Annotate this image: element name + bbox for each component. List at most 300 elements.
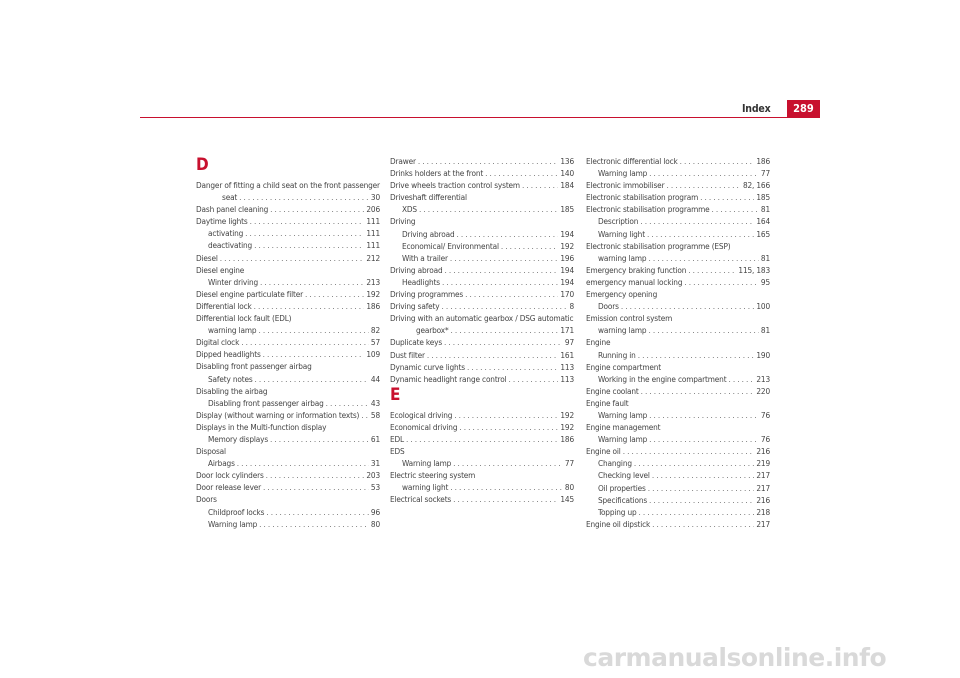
index-entry-page: 192 [560,240,574,251]
index-entry-page: 80 [564,482,574,493]
index-entry [390,240,574,252]
index-entry-term: Childproof locks [208,506,265,517]
index-column-3 [586,155,770,530]
index-entry-term: seat [222,192,238,203]
index-entry-term: Driveshaft differential [390,192,467,203]
index-leader-dots [245,227,364,239]
index-entry-page: 194 [560,228,574,239]
index-leader-dots [450,481,563,493]
index-entry [196,409,380,421]
index-entry-page: 82 [370,325,380,336]
index-entry-page: 77 [564,458,574,469]
index-entry [390,349,574,361]
index-leader-dots [266,469,365,481]
index-leader-dots [263,481,369,493]
index-entry-page: 95 [760,276,770,287]
index-entry-term: Emergency opening [586,289,658,300]
index-entry [390,421,574,433]
index-entry-page: 217 [756,482,770,493]
index-entry-term: warning lamp [598,252,647,263]
index-entry [196,493,380,505]
index-entry-term: Drive wheels traction control system [390,180,520,191]
index-entry [196,397,380,409]
index-entry-page: 206 [366,204,380,215]
index-entry [196,288,380,300]
index-entry-page: 96 [370,506,380,517]
index-entry-term: Diesel [196,252,218,263]
index-entry-page: 192 [560,421,574,432]
index-entry-term: gearbox* [416,325,449,336]
index-entry-page: 113 [560,361,574,372]
index-leader-dots [305,288,364,300]
index-leader-dots [263,348,365,360]
index-entry [196,300,380,312]
index-entry [586,373,770,385]
index-entry [390,373,574,385]
index-entry-page: 145 [560,494,574,505]
index-entry-page: 97 [564,337,574,348]
index-leader-dots [649,167,759,179]
index-entry-term: Dust filter [390,349,425,360]
index-entry-page: 57 [370,337,380,348]
index-entry [196,469,380,481]
index-leader-dots [239,191,369,203]
index-entry-page: 190 [756,349,770,360]
index-entry [196,264,380,276]
index-entry-page: 165 [756,228,770,239]
index-entry-term: Driving with an automatic gearbox / DSG automatic [390,313,574,324]
index-entry-term: Checking level [598,470,650,481]
index-entry-page: 186 [560,433,574,444]
index-entry [586,288,770,300]
index-entry [586,433,770,445]
index-leader-dots [501,240,559,252]
index-entry [196,179,380,191]
index-leader-dots [441,300,567,312]
index-entry-term: Duplicate keys [390,337,443,348]
index-entry-page: 186 [366,300,380,311]
index-entry [586,409,770,421]
index-entry-page: 136 [560,156,574,166]
index-leader-dots [623,445,755,457]
index-entry-page: 184 [560,180,574,191]
index-entry [586,324,770,336]
index-letter-heading: D [196,155,209,175]
index-entry-term: Engine compartment [586,361,661,372]
index-entry-page: 192 [366,288,380,299]
index-leader-dots [326,397,369,409]
index-entry [390,288,574,300]
index-entry-page: 171 [560,325,574,336]
index-entry-page: 81 [760,252,770,263]
index-leader-dots [647,228,754,240]
index-entry-term: Airbags [208,458,235,469]
index-column-1 [196,155,380,530]
index-entry [586,494,770,506]
index-entry-term: Disabling the airbag [196,385,268,396]
index-entry [586,228,770,240]
index-leader-dots [648,252,758,264]
index-entry-page: 217 [756,470,770,481]
index-leader-dots [648,324,758,336]
index-entry-term: activating [208,228,244,239]
index-leader-dots [454,409,558,421]
index-entry [586,506,770,518]
index-entry-term: Driving safety [390,301,440,312]
index-entry-term: Driving abroad [390,264,443,275]
index-entry-term: Economical/ Environmental [402,240,499,251]
index-entry [586,469,770,481]
index-entry [586,203,770,215]
index-entry [390,324,574,336]
index-entry-page: 113 [560,373,574,384]
index-entry [586,240,770,252]
index-entry [390,481,574,493]
index-entry [196,203,380,215]
index-entry [390,361,574,373]
index-entry [390,409,574,421]
index-leader-dots [250,215,365,227]
index-entry-page: 194 [560,276,574,287]
index-leader-dots [700,191,754,203]
index-entry [586,300,770,312]
index-leader-dots [459,421,558,433]
index-entry-page: 192 [560,409,574,420]
index-entry [586,215,770,227]
index-entry [196,457,380,469]
index-entry-page: 109 [366,349,380,360]
index-leader-dots [728,373,754,385]
index-entry-page: 140 [560,168,574,179]
index-entry-term: Dash panel cleaning [196,204,269,215]
index-entry [196,360,380,372]
index-leader-dots [485,167,558,179]
index-entry [586,155,770,167]
index-leader-dots [259,518,369,530]
index-entry [586,518,770,530]
index-entry-term: Memory displays [208,433,269,444]
index-entry-term: Diesel engine [196,264,245,275]
index-entry-term: Engine [586,337,611,348]
index-leader-dots [419,203,558,215]
index-entry [390,203,574,215]
index-entry [586,336,770,348]
index-entry-page: 111 [366,216,380,227]
index-entry [390,155,574,167]
index-leader-dots [666,179,740,191]
index-entry-term: Headlights [402,276,440,287]
index-entry [390,167,574,179]
index-leader-dots [467,361,558,373]
index-entry [586,349,770,361]
index-leader-dots [640,215,754,227]
index-leader-dots [509,373,559,385]
index-leader-dots [522,179,558,191]
index-leader-dots [254,239,364,251]
index-entry [390,215,574,227]
index-entry [196,215,380,227]
index-entry-term: Doors [598,301,619,312]
index-leader-dots [270,433,369,445]
index-entry [390,312,574,324]
index-entry-page: 216 [756,494,770,505]
index-entry-page: 8 [569,301,574,312]
index-entry-term: Warning light [598,228,645,239]
index-entry [196,324,380,336]
index-entry-term: Warning lamp [598,409,648,420]
index-leader-dots [649,409,759,421]
index-column-2 [390,155,574,506]
index-entry [196,336,380,348]
index-entry-page: 100 [756,301,770,312]
index-entry-page: 77 [760,168,770,179]
index-entry-page: 81 [760,204,770,215]
index-leader-dots [361,409,369,421]
index-entry-term: Engine oil [586,446,621,457]
index-entry-page: 220 [756,385,770,396]
index-entry-term: Electric steering system [390,470,476,481]
index-entry-term: Winter driving [208,276,259,287]
index-leader-dots [255,373,369,385]
index-entry-page: 58 [370,409,380,420]
index-leader-dots [453,493,558,505]
index-entry [196,506,380,518]
index-entry-term: Driving programmes [390,289,464,300]
index-entry-term: Differential lock [196,300,252,311]
index-entry-term: Dynamic curve lights [390,361,465,372]
index-entry-term: Electronic stabilisation program [586,192,699,203]
index-leader-dots [266,506,369,518]
index-entry-term: Differential lock fault (EDL) [196,313,292,324]
index-entry-term: XDS [402,204,417,215]
index-entry [390,252,574,264]
index-entry [196,373,380,385]
index-entry-term: Electrical sockets [390,494,452,505]
index-leader-dots [450,252,559,264]
index-entry-page: 44 [370,373,380,384]
index-entry-page: 111 [366,228,380,239]
index-entry-term: Ecological driving [390,409,453,420]
index-leader-dots [652,518,754,530]
index-leader-dots [652,469,755,481]
index-entry [196,481,380,493]
index-entry [196,433,380,445]
index-entry-term: Electronic immobiliser [586,180,665,191]
index-leader-dots [406,433,558,445]
index-entry [586,276,770,288]
index-entry-page: 61 [370,433,380,444]
index-entry-term: Display (without warning or information texts) [196,409,360,420]
index-entry-term: Displays in the Multi-function display [196,421,327,432]
index-entry-term: emergency manual locking [586,276,683,287]
index-entry [586,482,770,494]
index-entry-term: Engine oil dipstick [586,518,651,529]
index-leader-dots [418,155,558,167]
index-entry-page: 194 [560,264,574,275]
index-entry [390,469,574,481]
index-entry [390,445,574,457]
index-leader-dots [260,276,364,288]
index-leader-dots [641,385,755,397]
index-entry-page: 111 [366,240,380,251]
index-entry [196,348,380,360]
index-leader-dots [453,457,563,469]
index-entry-term: Engine management [586,422,661,433]
index-leader-dots [649,433,759,445]
index-entry-page: 81 [760,325,770,336]
index-entry-term: Door lock cylinders [196,470,264,481]
index-entry-term: Digital clock [196,337,240,348]
index-entry-term: EDL [390,433,404,444]
index-entry-page: 203 [366,470,380,481]
index-entry-term: Dipped headlights [196,349,261,360]
index-entry [196,191,380,203]
index-leader-dots [456,228,558,240]
page-header-title: Index [742,103,771,115]
index-entry-term: Safety notes [208,373,253,384]
index-entry [196,445,380,457]
index-entry-page: 43 [370,397,380,408]
index-entry [586,457,770,469]
index-entry [586,385,770,397]
index-entry [390,493,574,505]
index-entry-term: Driving [390,216,416,227]
index-letter-heading: E [390,384,401,405]
index-leader-dots [638,349,755,361]
index-entry [586,421,770,433]
index-entry-term: Dynamic headlight range control [390,373,507,384]
index-leader-dots [427,349,559,361]
index-entry-term: Disabling front passenger airbag [196,361,312,372]
index-entry-term: Warning lamp [402,458,452,469]
header-rule [140,117,820,118]
index-entry-term: Specifications [598,494,648,505]
index-entry-term: Daytime lights [196,216,248,227]
index-entry-term: Changing [598,458,632,469]
index-entry-term: Door release lever [196,482,262,493]
index-entry-term: Danger of fitting a child seat on the front passenger [196,180,380,190]
index-entry-term: Electronic stabilisation programme (ESP) [586,240,731,251]
index-entry-page: 76 [760,434,770,445]
index-entry-page: 216 [756,446,770,457]
index-entry-page: 213 [366,276,380,287]
index-entry-term: Engine coolant [586,385,639,396]
index-entry-term: Description [598,216,639,227]
index-leader-dots [465,288,558,300]
index-entry-term: Emission control system [586,313,673,324]
index-leader-dots [220,252,365,264]
index-entry [390,179,574,191]
index-entry [586,445,770,457]
index-leader-dots [634,457,755,469]
index-entry-term: EDS [390,446,405,457]
index-entry-page: 219 [756,458,770,469]
index-entry [390,457,574,469]
index-entry-term: Topping up [598,506,637,517]
index-leader-dots [258,324,368,336]
index-entry [586,264,770,276]
index-entry [586,191,770,203]
index-entry [196,252,380,264]
index-leader-dots [270,203,364,215]
index-leader-dots [649,494,754,506]
index-leader-dots [444,264,558,276]
page-number-badge: 289 [787,100,820,118]
index-entry-page: 218 [756,506,770,517]
index-entry-term: Emergency braking function [586,264,687,275]
index-entry [390,276,574,288]
index-entry [586,179,770,191]
index-entry [390,191,574,203]
index-entry [196,276,380,288]
index-entry-term: Working in the engine compartment [598,373,727,384]
index-entry-term: warning lamp [598,325,647,336]
index-entry-term: Diesel engine particulate filter [196,288,303,299]
index-leader-dots [442,276,558,288]
index-entry-page: 164 [756,216,770,227]
index-entry-term: With a trailer [402,252,448,263]
index-entry-term: Engine fault [586,397,629,408]
index-leader-dots [621,300,755,312]
index-entry [586,361,770,373]
index-entry-term: Disabling front passenger airbag [208,397,324,408]
index-entry-page: 76 [760,409,770,420]
index-entry-page: 170 [560,289,574,300]
index-entry-term: Warning lamp [598,434,648,445]
index-entry-page: 185 [560,204,574,215]
index-entry [390,433,574,445]
index-leader-dots [639,506,755,518]
index-entry [586,397,770,409]
index-entry [196,385,380,397]
index-leader-dots [444,336,563,348]
index-entry [586,252,770,264]
watermark: carmanualsonline.info [583,643,887,672]
index-leader-dots [688,264,736,276]
index-entry [196,227,380,239]
index-entry [196,312,380,324]
index-entry-term: warning lamp [208,325,257,336]
index-entry-page: 30 [370,192,380,203]
index-entry-page: 31 [370,458,380,469]
index-entry [390,264,574,276]
index-leader-dots [451,324,559,336]
index-entry-term: Oil properties [598,482,646,493]
index-entry-term: Driving abroad [402,228,455,239]
index-entry [390,228,574,240]
index-entry-term: Electronic differential lock [586,156,678,166]
index-entry-page: 80 [370,518,380,529]
index-entry-term: Disposal [196,446,226,457]
index-entry-term: Electronic stabilisation programme [586,204,710,215]
index-entry-page: 161 [560,349,574,360]
index-entry-page: 115, 183 [738,264,770,275]
index-entry-term: Doors [196,494,217,505]
index-leader-dots [680,155,755,167]
index-leader-dots [237,457,369,469]
index-entry-page: 217 [756,518,770,529]
index-entry-term: Drinks holders at the front [390,168,484,179]
index-leader-dots [254,300,365,312]
index-entry-term: deactivating [208,240,253,251]
index-entry-page: 213 [756,373,770,384]
index-entry-page: 185 [756,192,770,203]
index-entry-page: 212 [366,252,380,263]
index-entry [196,518,380,530]
index-entry [586,312,770,324]
index-leader-dots [712,203,759,215]
index-entry-page: 196 [560,252,574,263]
